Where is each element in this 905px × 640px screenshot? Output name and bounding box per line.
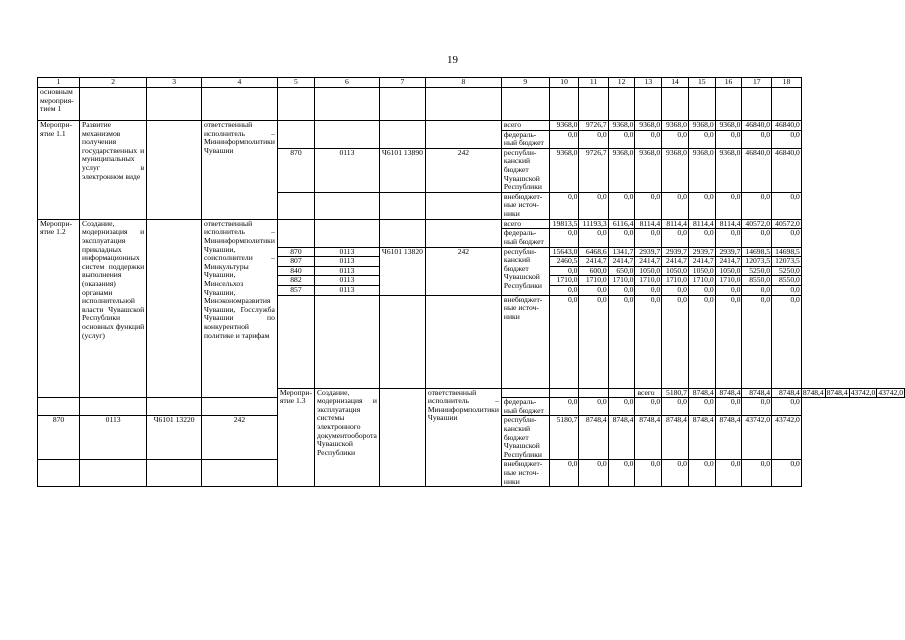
value-cell: 0,0 xyxy=(688,192,715,219)
value-cell: 8114,4 xyxy=(688,219,715,229)
value-cell: 11193,3 xyxy=(579,219,608,229)
value-cell: 9368,0 xyxy=(549,148,579,192)
value-cell: 0,0 xyxy=(715,285,742,295)
value-cell: 1710,0 xyxy=(715,276,742,286)
measure-code: Меропри-ятие 1.1 xyxy=(38,121,80,220)
funding-source: всего xyxy=(501,121,549,131)
value-cell: 6116,4 xyxy=(608,219,635,229)
empty-cell xyxy=(201,398,277,416)
column-number: 10 xyxy=(549,78,579,88)
column-number: 15 xyxy=(688,78,715,88)
empty-cell xyxy=(277,192,314,219)
value-cell: 0,0 xyxy=(549,295,579,388)
value-cell: 0,0 xyxy=(772,295,802,388)
empty-cell xyxy=(608,88,635,121)
empty-cell xyxy=(314,219,379,229)
rzpr: 0113 xyxy=(314,148,379,192)
value-cell: 1710,0 xyxy=(662,276,689,286)
value-cell: 9368,0 xyxy=(688,148,715,192)
empty-cell xyxy=(379,219,425,229)
measure-name: Создание, модернизация и эксплуатация прикладных информационных систем поддержки выполнения (оказания) органами исполнительной власти Чувашской Республики основных функций (услуг) xyxy=(80,219,147,397)
value-cell: 0,0 xyxy=(715,130,742,148)
column-number: 9 xyxy=(501,78,549,88)
value-cell: 0,0 xyxy=(742,229,772,247)
empty-cell xyxy=(314,88,379,121)
funding-source: федераль-ный бюджет xyxy=(501,130,549,148)
empty-cell xyxy=(38,460,80,487)
value-cell: 9368,0 xyxy=(688,121,715,131)
empty-cell xyxy=(38,398,80,416)
empty-cell xyxy=(277,229,314,247)
funding-source: внебюджет-ные источ-ники xyxy=(501,460,549,487)
value-cell: 0,0 xyxy=(715,398,742,416)
grbs: 870 xyxy=(38,416,80,460)
header-row xyxy=(38,78,905,88)
value-cell: 0,0 xyxy=(715,295,742,388)
value-cell: 0,0 xyxy=(715,229,742,247)
value-cell: 0,0 xyxy=(635,192,662,219)
empty-cell xyxy=(277,219,314,229)
empty-cell xyxy=(688,88,715,121)
value-cell: 0,0 xyxy=(772,192,802,219)
empty-cell xyxy=(379,88,425,121)
value-cell: 8748,4 xyxy=(608,416,635,460)
rzpr: 0113 xyxy=(314,257,379,267)
value-cell: 8114,4 xyxy=(715,219,742,229)
value-cell: 600,0 xyxy=(579,266,608,276)
column-number: 11 xyxy=(579,78,608,88)
value-cell: 43742,0 xyxy=(850,388,876,397)
column-number: 17 xyxy=(742,78,772,88)
vr: 242 xyxy=(425,247,501,295)
empty-cell xyxy=(277,121,314,131)
value-cell: 8748,4 xyxy=(742,388,772,398)
empty-cell xyxy=(772,88,802,121)
value-cell: 14698,5 xyxy=(742,247,772,257)
column-number: 3 xyxy=(147,78,202,88)
value-cell: 9368,0 xyxy=(715,121,742,131)
value-cell: 0,0 xyxy=(549,229,579,247)
funding-source: республи-канский бюджет Чувашской Республики xyxy=(501,247,549,295)
empty-cell xyxy=(80,88,147,121)
value-cell: 0,0 xyxy=(662,192,689,219)
value-cell: 0,0 xyxy=(549,398,579,416)
empty-cell xyxy=(549,88,579,121)
empty-cell xyxy=(314,192,379,219)
empty-cell xyxy=(549,388,579,398)
value-cell: 0,0 xyxy=(772,285,802,295)
value-cell: 0,0 xyxy=(608,460,635,487)
value-cell: 0,0 xyxy=(608,130,635,148)
empty-cell xyxy=(379,121,425,131)
value-cell: 12073,5 xyxy=(742,257,772,267)
value-cell: 0,0 xyxy=(635,295,662,388)
value-cell: 0,0 xyxy=(549,460,579,487)
empty-cell xyxy=(147,398,202,416)
value-cell: 0,0 xyxy=(549,192,579,219)
value-cell: 0,0 xyxy=(715,192,742,219)
column-number: 1 xyxy=(38,78,80,88)
empty-cell xyxy=(80,460,147,487)
value-cell: 43742,0 xyxy=(772,416,802,460)
funding-source: всего xyxy=(635,388,662,398)
measure-row xyxy=(38,121,905,131)
value-cell: 1341,7 xyxy=(608,247,635,257)
value-cell: 1050,0 xyxy=(662,266,689,276)
empty-cell xyxy=(379,229,425,247)
empty-cell xyxy=(425,121,501,131)
empty-cell xyxy=(579,88,608,121)
column-number: 5 xyxy=(277,78,314,88)
grbs: 870 xyxy=(277,148,314,192)
value-cell: 9368,0 xyxy=(635,121,662,131)
value-cell: 0,0 xyxy=(635,460,662,487)
column-number: 16 xyxy=(715,78,742,88)
value-cell: 43742,0 xyxy=(742,416,772,460)
value-cell: 2414,7 xyxy=(662,257,689,267)
empty-cell xyxy=(425,88,501,121)
value-cell: 0,0 xyxy=(579,229,608,247)
funding-source: внебюджет-ные источ-ники xyxy=(501,295,549,388)
column-number: 6 xyxy=(314,78,379,88)
empty-cell xyxy=(379,388,425,487)
value-cell: 8748,4 xyxy=(715,388,742,398)
empty-cell xyxy=(314,121,379,131)
measure-code: основным мероприя-тием 1 xyxy=(38,88,80,121)
executor: ответственный исполнитель – Мининформполитики Чувашии xyxy=(201,121,277,220)
csr: Ч6101 13890 xyxy=(379,148,425,192)
value-cell: 2414,7 xyxy=(688,257,715,267)
value-cell: 2460,5 xyxy=(549,257,579,267)
value-cell: 8748,4 xyxy=(772,388,802,398)
funding-source: республи-канский бюджет Чувашской Республики xyxy=(501,416,549,460)
csr: Ч6101 13820 xyxy=(379,247,425,295)
rzpr: 0113 xyxy=(80,416,147,460)
value-cell: 0,0 xyxy=(635,130,662,148)
value-cell: 0,0 xyxy=(772,398,802,416)
column-number: 4 xyxy=(201,78,277,88)
value-cell: 9368,0 xyxy=(662,121,689,131)
value-cell: 2939,7 xyxy=(662,247,689,257)
empty-cell xyxy=(277,295,314,388)
value-cell: 0,0 xyxy=(688,130,715,148)
value-cell: 1710,0 xyxy=(635,276,662,286)
measure-name: Создание, модернизация и эксплуатация системы электронного документооборота Чувашской Республики xyxy=(314,388,379,487)
value-cell: 0,0 xyxy=(688,295,715,388)
value-cell: 0,0 xyxy=(662,460,689,487)
column-number: 7 xyxy=(379,78,425,88)
empty-cell xyxy=(425,130,501,148)
grbs: 882 xyxy=(277,276,314,286)
rzpr: 0113 xyxy=(314,266,379,276)
value-cell: 9368,0 xyxy=(715,148,742,192)
empty-cell xyxy=(425,219,501,229)
value-cell: 0,0 xyxy=(579,192,608,219)
value-cell: 9368,0 xyxy=(662,148,689,192)
value-cell: 43742,0 xyxy=(878,388,903,397)
csr: Ч6101 13220 xyxy=(147,416,202,460)
value-cell: 0,0 xyxy=(608,192,635,219)
value-cell: 9368,0 xyxy=(549,121,579,131)
measure-name: Развитие механизмов получения государственных и муниципальных услуг в электронном виде xyxy=(80,121,147,220)
empty-cell xyxy=(662,88,689,121)
value-cell: 8748,4 xyxy=(579,416,608,460)
empty-cell xyxy=(314,130,379,148)
empty-cell xyxy=(425,295,501,388)
value-cell: 0,0 xyxy=(662,398,689,416)
value-cell: 0,0 xyxy=(549,285,579,295)
empty-cell xyxy=(379,192,425,219)
column-number: 18 xyxy=(772,78,802,88)
empty-cell xyxy=(201,88,277,121)
value-cell: 0,0 xyxy=(662,285,689,295)
value-cell: 8114,4 xyxy=(635,219,662,229)
measure-code: Меропри-ятие 1.2 xyxy=(38,219,80,397)
empty-cell xyxy=(425,229,501,247)
value-cell: 19813,5 xyxy=(549,219,579,229)
value-cell: 0,0 xyxy=(579,460,608,487)
value-cell: 2414,7 xyxy=(608,257,635,267)
empty-cell xyxy=(501,88,549,121)
value-cell: 5180,7 xyxy=(549,416,579,460)
value-cell: 0,0 xyxy=(688,229,715,247)
value-cell: 8550,0 xyxy=(772,276,802,286)
empty-cell xyxy=(635,88,662,121)
funding-source: всего xyxy=(501,219,549,229)
value-cell: 0,0 xyxy=(742,285,772,295)
grbs: 840 xyxy=(277,266,314,276)
value-cell: 650,0 xyxy=(608,266,635,276)
value-cell: 15643,0 xyxy=(549,247,579,257)
value-cell: 9726,7 xyxy=(579,148,608,192)
value-cell: 46840,0 xyxy=(742,121,772,131)
value-cell: 0,0 xyxy=(549,130,579,148)
value-cell: 0,0 xyxy=(549,266,579,276)
value-cell: 5180,7 xyxy=(662,388,689,398)
value-cell: 46840,0 xyxy=(742,148,772,192)
executor: ответственный исполнитель – Мининформполитики Чувашии xyxy=(425,388,501,487)
grbs: 857 xyxy=(277,285,314,295)
value-cell: 6468,6 xyxy=(579,247,608,257)
value-cell: 0,0 xyxy=(635,229,662,247)
value-cell: 0,0 xyxy=(662,295,689,388)
empty-cell xyxy=(147,460,202,487)
value-cell: 8748,4 xyxy=(826,388,848,397)
value-cell: 0,0 xyxy=(688,285,715,295)
value-cell: 14698,5 xyxy=(772,247,802,257)
empty-cell xyxy=(579,388,608,398)
value-cell: 0,0 xyxy=(662,229,689,247)
value-cell: 0,0 xyxy=(742,130,772,148)
grbs: 807 xyxy=(277,257,314,267)
value-cell: 0,0 xyxy=(635,398,662,416)
value-cell: 8748,4 xyxy=(715,416,742,460)
value-cell: 1050,0 xyxy=(688,266,715,276)
measure-row xyxy=(38,219,905,229)
continuation-row xyxy=(38,88,905,121)
value-cell: 8748,4 xyxy=(635,416,662,460)
value-cell: 1710,0 xyxy=(608,276,635,286)
vr: 242 xyxy=(201,416,277,460)
value-cell: 40572,0 xyxy=(772,219,802,229)
value-cell: 9368,0 xyxy=(608,121,635,131)
column-number: 8 xyxy=(425,78,501,88)
empty-cell xyxy=(201,460,277,487)
empty-cell xyxy=(379,295,425,388)
value-cell: 8748,4 xyxy=(662,416,689,460)
value-cell: 2414,7 xyxy=(715,257,742,267)
funding-source: республи-канский бюджет Чувашской Республики xyxy=(501,148,549,192)
value-cell: 0,0 xyxy=(608,229,635,247)
page-number: 19 xyxy=(447,54,458,66)
value-cell: 9726,7 xyxy=(579,121,608,131)
value-cell: 0,0 xyxy=(772,130,802,148)
grbs: 870 xyxy=(277,247,314,257)
value-cell: 5250,0 xyxy=(742,266,772,276)
value-cell: 0,0 xyxy=(579,130,608,148)
value-cell: 1710,0 xyxy=(688,276,715,286)
value-cell: 1050,0 xyxy=(635,266,662,276)
funding-source: внебюджет-ные источ-ники xyxy=(501,192,549,219)
value-cell: 0,0 xyxy=(579,295,608,388)
empty-cell xyxy=(277,130,314,148)
empty-cell xyxy=(314,229,379,247)
value-cell: 1710,0 xyxy=(579,276,608,286)
empty-cell xyxy=(80,398,147,416)
rzpr: 0113 xyxy=(314,247,379,257)
value-cell: 0,0 xyxy=(608,398,635,416)
column-number: 14 xyxy=(662,78,689,88)
value-cell: 0,0 xyxy=(688,460,715,487)
value-cell: 0,0 xyxy=(742,398,772,416)
empty-cell xyxy=(147,121,202,220)
empty-cell xyxy=(277,88,314,121)
rzpr: 0113 xyxy=(314,285,379,295)
value-cell: 0,0 xyxy=(715,460,742,487)
value-cell: 0,0 xyxy=(742,460,772,487)
empty-cell xyxy=(501,388,549,398)
value-cell: 8114,4 xyxy=(662,219,689,229)
value-cell: 0,0 xyxy=(608,295,635,388)
funding-source: федераль-ный бюджет xyxy=(501,229,549,247)
value-cell: 0,0 xyxy=(635,285,662,295)
empty-cell xyxy=(147,219,202,397)
empty-cell xyxy=(742,88,772,121)
value-cell: 40572,0 xyxy=(742,219,772,229)
value-cell: 0,0 xyxy=(772,460,802,487)
value-cell: 0,0 xyxy=(742,192,772,219)
empty-cell xyxy=(314,295,379,388)
value-cell: 0,0 xyxy=(579,285,608,295)
empty-cell xyxy=(379,130,425,148)
column-number: 2 xyxy=(80,78,147,88)
value-cell: 5250,0 xyxy=(772,266,802,276)
column-number: 13 xyxy=(635,78,662,88)
funding-source: федераль-ный бюджет xyxy=(501,398,549,416)
value-cell: 0,0 xyxy=(608,285,635,295)
value-cell: 1710,0 xyxy=(549,276,579,286)
value-cell: 0,0 xyxy=(579,398,608,416)
value-cell: 0,0 xyxy=(742,295,772,388)
value-cell: 8748,4 xyxy=(688,416,715,460)
program-table xyxy=(37,77,905,487)
value-cell: 2414,7 xyxy=(579,257,608,267)
value-cell: 0,0 xyxy=(772,229,802,247)
value-cell: 8748,4 xyxy=(802,388,824,397)
value-cell: 8748,4 xyxy=(688,388,715,398)
executor: ответственный исполнитель – Мининформполитики Чувашии, соисполнители – Минкультуры Чувашии, Минсельхоз Чувашии, Минэкономразвития Чувашии, Госслужба Чувашии по конкурентной политике и тарифам xyxy=(201,219,277,397)
empty-cell xyxy=(715,88,742,121)
value-cell: 46840,0 xyxy=(772,121,802,131)
empty-cell xyxy=(147,88,202,121)
value-cell: 46840,0 xyxy=(772,148,802,192)
measure-code: Меропри-ятие 1.3 xyxy=(277,388,314,487)
value-cell: 2939,7 xyxy=(635,247,662,257)
value-cell: 0,0 xyxy=(662,130,689,148)
value-cell: 12073,5 xyxy=(772,257,802,267)
value-cell: 2939,7 xyxy=(715,247,742,257)
empty-cell xyxy=(608,388,635,398)
value-cell: 9368,0 xyxy=(635,148,662,192)
value-cell: 1050,0 xyxy=(715,266,742,276)
empty-cell xyxy=(425,192,501,219)
value-cell: 0,0 xyxy=(688,398,715,416)
value-cell: 2414,7 xyxy=(635,257,662,267)
value-cell: 8550,0 xyxy=(742,276,772,286)
value-cell: 9368,0 xyxy=(608,148,635,192)
rzpr: 0113 xyxy=(314,276,379,286)
column-number: 12 xyxy=(608,78,635,88)
vr: 242 xyxy=(425,148,501,192)
value-cell: 2939,7 xyxy=(688,247,715,257)
